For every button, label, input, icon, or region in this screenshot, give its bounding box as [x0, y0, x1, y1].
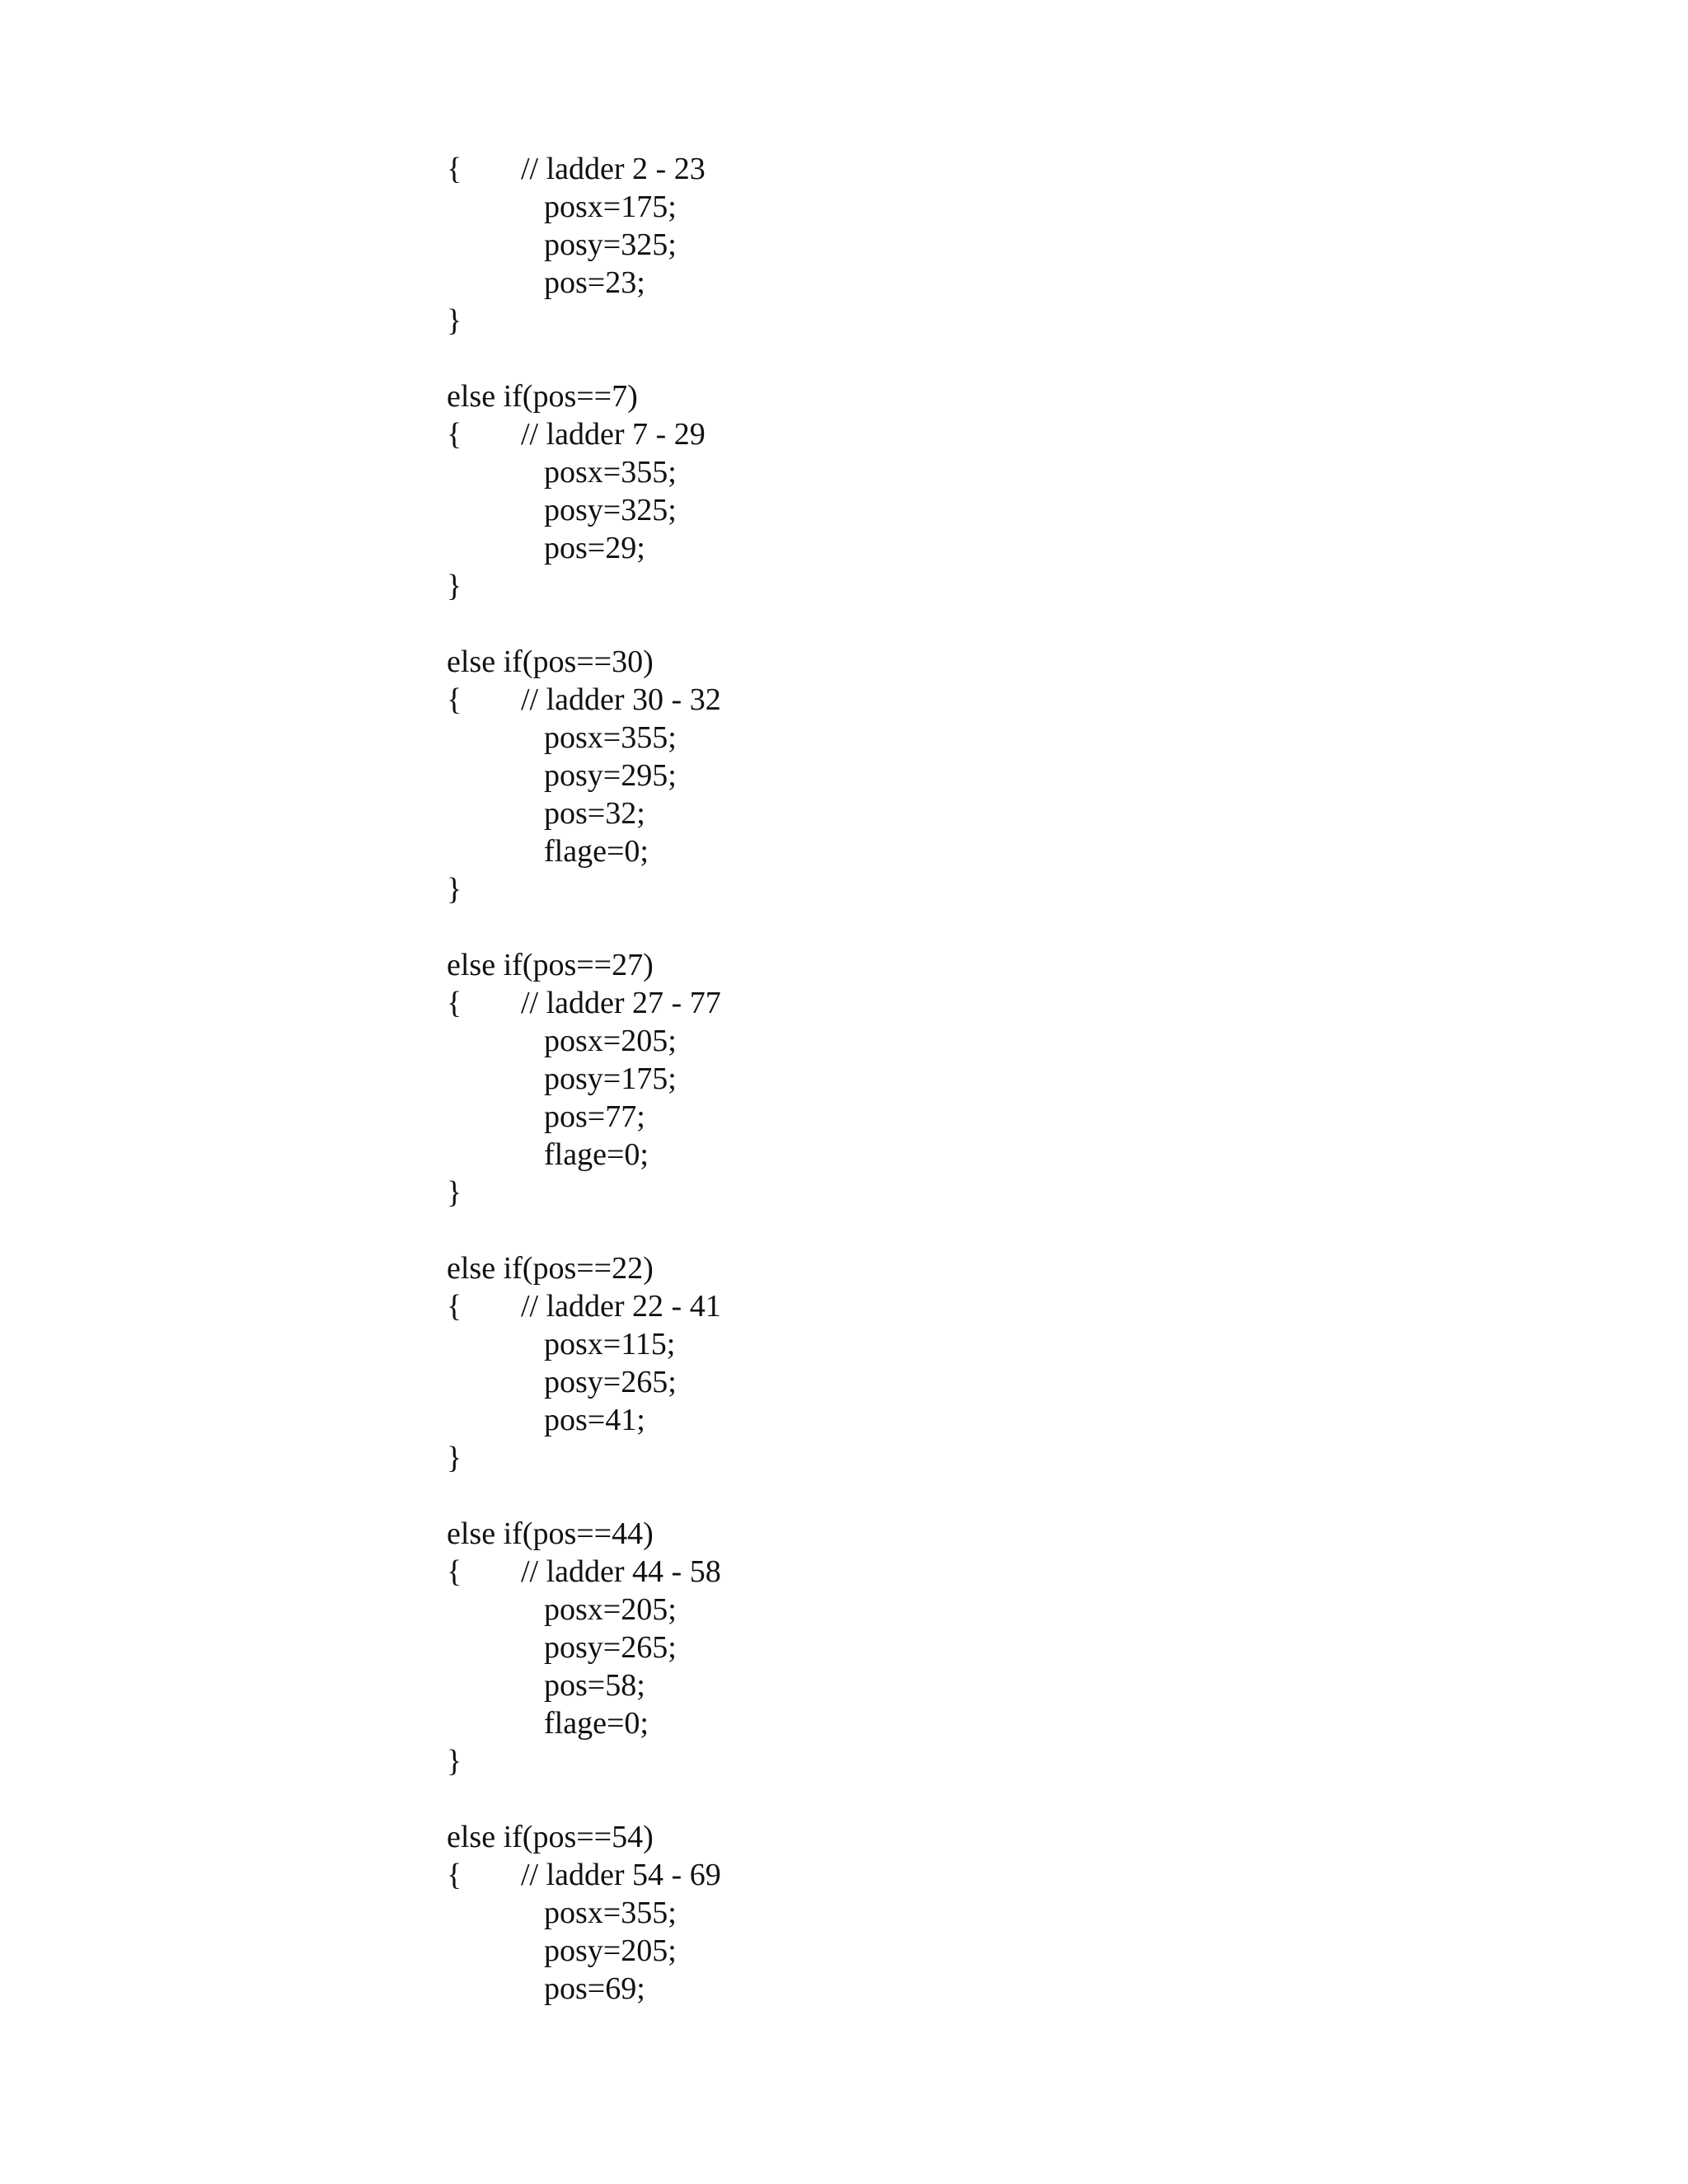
condition-line — [447, 1249, 1436, 1287]
statement-text: posy=325; — [544, 227, 677, 262]
statement-line — [447, 1704, 1436, 1742]
statement-text: posx=355; — [544, 455, 677, 490]
statement-text: pos=32; — [544, 796, 645, 831]
statement-text: posy=265; — [544, 1365, 677, 1399]
condition-text: else if(pos==27) — [447, 948, 654, 982]
comment-text: // ladder 22 - 41 — [521, 1289, 721, 1324]
statement-text: posy=205; — [544, 1933, 677, 1968]
comment-text: // ladder 7 - 29 — [521, 417, 706, 452]
close-brace-line — [447, 870, 1436, 908]
condition-text: else if(pos==44) — [447, 1516, 654, 1551]
statement-text: pos=69; — [544, 1971, 645, 2006]
open-brace: { — [447, 1289, 462, 1324]
close-brace-line — [447, 302, 1436, 340]
statement-line — [447, 1666, 1436, 1704]
condition-line — [447, 1515, 1436, 1553]
condition-text: else if(pos==7) — [447, 379, 638, 414]
statement-line — [447, 1591, 1436, 1629]
statement-text: posx=205; — [544, 1024, 677, 1058]
comment-text: // ladder 2 - 23 — [521, 152, 706, 186]
statement-line — [447, 1022, 1436, 1060]
open-brace-line — [447, 984, 1436, 1022]
statement-line — [447, 1098, 1436, 1136]
statement-text: pos=23; — [544, 265, 645, 300]
statement-text: posx=175; — [544, 190, 677, 224]
statement-line — [447, 188, 1436, 226]
statement-line — [447, 1136, 1436, 1174]
open-brace: { — [447, 1858, 462, 1892]
statement-line — [447, 491, 1436, 529]
code-listing — [447, 150, 1436, 2008]
statement-line — [447, 757, 1436, 794]
comment-text: // ladder 30 - 32 — [521, 682, 721, 717]
condition-line — [447, 643, 1436, 681]
statement-line — [447, 1401, 1436, 1439]
statement-text: pos=41; — [544, 1403, 645, 1437]
close-brace-line — [447, 1742, 1436, 1780]
close-brace: } — [447, 1744, 462, 1779]
open-brace: { — [447, 986, 462, 1020]
open-brace: { — [447, 682, 462, 717]
blank-line — [447, 340, 1436, 377]
close-brace: } — [447, 1441, 462, 1475]
open-brace: { — [447, 1554, 462, 1589]
statement-line — [447, 832, 1436, 870]
close-brace: } — [447, 569, 462, 603]
statement-line — [447, 264, 1436, 302]
statement-line — [447, 794, 1436, 832]
statement-text: flage=0; — [544, 1706, 649, 1741]
blank-line — [447, 605, 1436, 643]
condition-line — [447, 1818, 1436, 1856]
condition-text: else if(pos==54) — [447, 1820, 654, 1854]
statement-text: posy=265; — [544, 1630, 677, 1665]
open-brace-line — [447, 1856, 1436, 1894]
close-brace: } — [447, 1175, 462, 1210]
statement-line — [447, 1060, 1436, 1098]
open-brace: { — [447, 417, 462, 452]
open-brace: { — [447, 152, 462, 186]
statement-line — [447, 1325, 1436, 1363]
statement-line — [447, 529, 1436, 567]
statement-line — [447, 719, 1436, 757]
blank-line — [447, 1477, 1436, 1515]
close-brace: } — [447, 303, 462, 338]
statement-line — [447, 1629, 1436, 1666]
statement-line — [447, 1970, 1436, 2008]
statement-line — [447, 226, 1436, 264]
statement-text: posy=175; — [544, 1062, 677, 1096]
statement-text: posx=205; — [544, 1592, 677, 1627]
statement-text: posx=355; — [544, 1896, 677, 1930]
statement-text: pos=58; — [544, 1668, 645, 1703]
blank-line — [447, 1212, 1436, 1249]
blank-line — [447, 908, 1436, 946]
statement-line — [447, 1894, 1436, 1932]
statement-text: posy=295; — [544, 758, 677, 793]
open-brace-line — [447, 1553, 1436, 1591]
condition-text: else if(pos==22) — [447, 1251, 654, 1286]
blank-line — [447, 1780, 1436, 1818]
condition-line — [447, 946, 1436, 984]
statement-text: flage=0; — [544, 1137, 649, 1172]
statement-text: posx=355; — [544, 720, 677, 755]
condition-text: else if(pos==30) — [447, 644, 654, 679]
comment-text: // ladder 44 - 58 — [521, 1554, 721, 1589]
close-brace-line — [447, 1174, 1436, 1212]
statement-text: posy=325; — [544, 493, 677, 527]
statement-line — [447, 1363, 1436, 1401]
statement-text: pos=77; — [544, 1099, 645, 1134]
statement-line — [447, 1932, 1436, 1970]
comment-text: // ladder 27 - 77 — [521, 986, 721, 1020]
condition-line — [447, 377, 1436, 415]
statement-text: flage=0; — [544, 834, 649, 869]
close-brace: } — [447, 872, 462, 907]
statement-line — [447, 453, 1436, 491]
close-brace-line — [447, 567, 1436, 605]
statement-text: posx=115; — [544, 1327, 676, 1361]
open-brace-line — [447, 150, 1436, 188]
close-brace-line — [447, 1439, 1436, 1477]
comment-text: // ladder 54 - 69 — [521, 1858, 721, 1892]
open-brace-line — [447, 1287, 1436, 1325]
statement-text: pos=29; — [544, 531, 645, 565]
open-brace-line — [447, 681, 1436, 719]
open-brace-line — [447, 415, 1436, 453]
